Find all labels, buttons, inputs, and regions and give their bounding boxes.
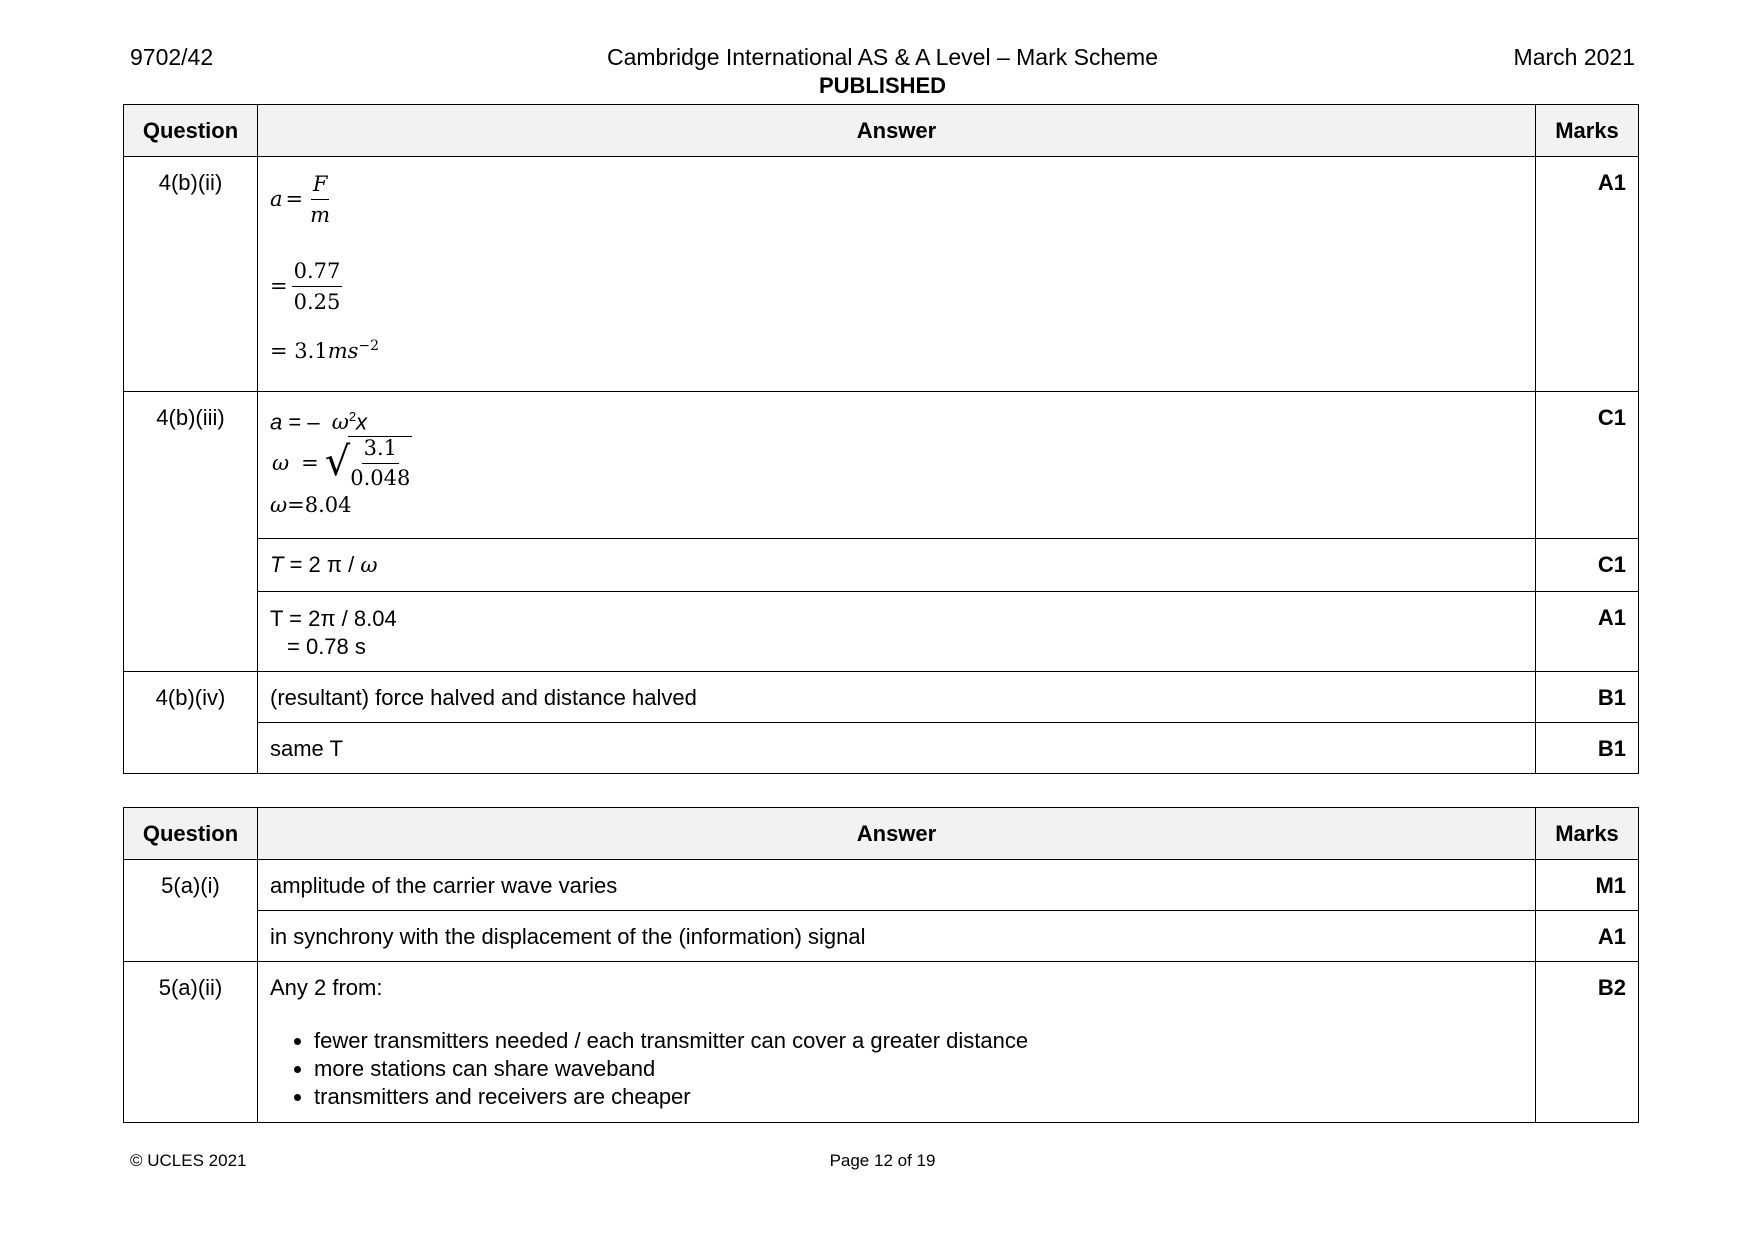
question-label: 4(b)(iii) (124, 392, 258, 672)
omega-value: 8.04 (304, 493, 352, 518)
answer-bullet-list (270, 1027, 1523, 1111)
formula-a-equals-f-over-m (270, 170, 1523, 228)
answer-intro: Any 2 from: (270, 975, 383, 1000)
list-item: • transmitters and receivers are cheaper (314, 1083, 1523, 1111)
period-result: = 0.78 s (287, 634, 366, 659)
denominator: 0.25 (293, 289, 341, 314)
mark-cell: B1 (1536, 672, 1639, 723)
title-text: Cambridge International AS & A Level – Mark Scheme (606, 44, 1159, 70)
answer-cell: (resultant) force halved and distance halved (258, 672, 1536, 723)
minus-sign: = – (282, 409, 320, 435)
question-label: 4(b)(ii) (124, 157, 258, 392)
symbol-a: a (270, 187, 283, 211)
answer-cell: same T (258, 723, 1536, 774)
equals-sign: = (301, 451, 319, 476)
denominator: m (310, 202, 331, 227)
radicand (348, 436, 412, 490)
mark-cell: A1 (1536, 911, 1639, 962)
page-number: Page 12 of 19 (829, 1151, 936, 1170)
equals-sign: = (270, 339, 288, 363)
table-row (124, 672, 1639, 723)
question-label: 4(b)(iv) (124, 672, 258, 774)
result-value: 3.1 (294, 339, 328, 363)
symbol-a: a (270, 409, 283, 435)
numerator: F (311, 172, 330, 200)
formula-substitution (270, 256, 1523, 316)
paper-code: 9702/42 (130, 44, 214, 70)
unit-m: m (327, 339, 348, 363)
answer-cell (258, 962, 1536, 1123)
mark-scheme-table-q5 (123, 807, 1639, 1123)
numerator: 3.1 (362, 437, 399, 464)
table-header-row (124, 105, 1639, 157)
answer-cell (258, 592, 1536, 672)
equals-sign: = (285, 187, 304, 211)
table-row (124, 911, 1639, 962)
mark-cell: C1 (1536, 539, 1639, 592)
table-row (124, 392, 1639, 539)
mark-cell: B2 (1536, 962, 1639, 1123)
list-item: • more stations can share waveband (314, 1055, 1523, 1083)
marks-header: Marks (1536, 105, 1639, 157)
numerator: 0.77 (292, 259, 343, 287)
question-label: 5(a)(i) (124, 860, 258, 962)
answer-cell: in synchrony with the displacement of the (information) signal (258, 911, 1536, 962)
answer-cell: amplitude of the carrier wave varies (258, 860, 1536, 911)
list-item: • fewer transmitters needed / each transmitter can cover a greater distance (314, 1027, 1523, 1055)
mark-scheme-table-q4 (123, 104, 1639, 774)
fraction (348, 437, 412, 490)
answer-cell (258, 392, 1536, 539)
table-row (124, 723, 1639, 774)
table-row (124, 539, 1639, 592)
exam-date: March 2021 (1513, 44, 1635, 70)
fraction (308, 172, 332, 227)
formula-a-omega-x (270, 404, 1523, 435)
table-header-row (124, 808, 1639, 860)
unit-s: s (347, 339, 359, 363)
denominator: 0.048 (350, 466, 411, 491)
formula-omega-value (270, 491, 1523, 519)
question-header: Question (124, 808, 258, 860)
mark-cell: M1 (1536, 860, 1639, 911)
symbol-omega: ω (270, 493, 288, 518)
symbol-omega: ω (360, 553, 378, 577)
table-row (124, 157, 1639, 392)
symbol-t: T (270, 552, 284, 577)
mark-cell: B1 (1536, 723, 1639, 774)
equals-sign: = (270, 274, 288, 298)
mark-cell: C1 (1536, 392, 1639, 539)
answer-cell (258, 539, 1536, 592)
table-row (124, 962, 1639, 1123)
copyright: © UCLES 2021 (130, 1151, 247, 1170)
symbol-omega: ω (272, 451, 290, 476)
radical-sign: √ (324, 439, 351, 486)
mark-cell: A1 (1536, 157, 1639, 392)
fraction (292, 259, 343, 314)
question-label: 5(a)(ii) (124, 962, 258, 1123)
formula-result (270, 338, 1523, 363)
symbol-x: x (356, 409, 368, 435)
period-formula: = 2 π / (289, 552, 355, 577)
formula-omega-sqrt (270, 435, 1523, 491)
question-header: Question (124, 105, 258, 157)
marks-header: Marks (1536, 808, 1639, 860)
table-row (124, 860, 1639, 911)
period-calculation: T = 2π / 8.04 (270, 606, 397, 631)
unit-exponent: −2 (358, 338, 380, 354)
answer-cell (258, 157, 1536, 392)
table-row (124, 592, 1639, 672)
answer-header: Answer (258, 105, 1536, 157)
square-root (325, 436, 413, 490)
mark-cell: A1 (1536, 592, 1639, 672)
symbol-omega: ω (331, 410, 349, 435)
document-title (0, 44, 1755, 99)
answer-header: Answer (258, 808, 1536, 860)
published-label: PUBLISHED (818, 73, 947, 98)
equals-sign: = (287, 493, 305, 518)
exponent: 2 (348, 409, 357, 424)
